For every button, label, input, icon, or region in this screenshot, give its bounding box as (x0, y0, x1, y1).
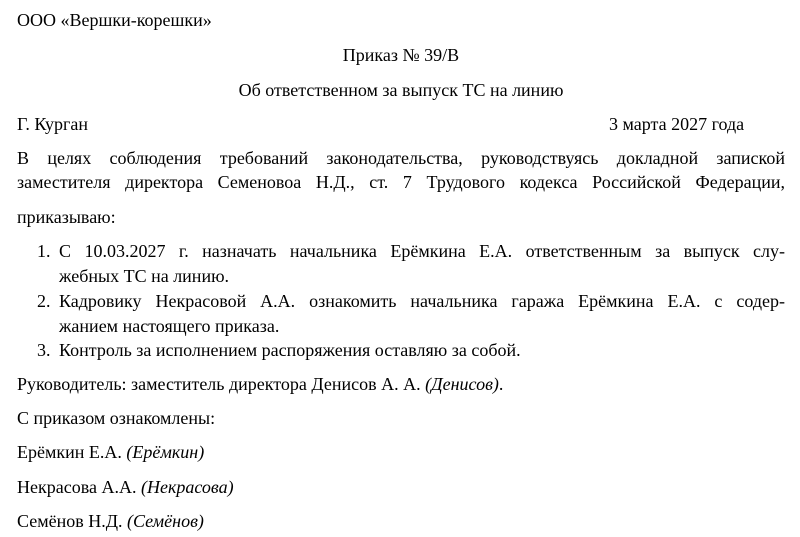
acquainted-signature: (Ерёмкин) (126, 442, 205, 462)
acquainted-name: Некрасова А.А. (17, 477, 137, 497)
order-date: 3 марта 2027 года (609, 114, 745, 134)
head-signature-line (17, 373, 503, 395)
item-text-line-1: Кадровику Некрасовой А.А. ознакомить начальника гаража Ерёмкина Е.А. с содер- (59, 291, 785, 311)
item-text-line-1: Контроль за исполнением распоряжения оставляю за собой. (59, 340, 521, 360)
item-number: 3. (37, 340, 51, 360)
acquainted-row (17, 510, 204, 532)
acquainted-signature: (Некрасова) (140, 477, 234, 497)
head-trail: . (498, 374, 504, 394)
preamble-line-1: В целях соблюдения требований законодательства, руководствуясь докладной запиской (17, 148, 785, 168)
item-text-line-2: жебных ТС на линию. (59, 266, 230, 286)
order-number: Приказ № 39/В (342, 45, 460, 65)
acquainted-label: С приказом ознакомлены: (17, 408, 216, 428)
item-text-line-1: С 10.03.2027 г. назначать начальника Ерёмкина Е.А. ответственным за выпуск слу- (59, 241, 785, 261)
acquainted-signature: (Семёнов) (127, 511, 204, 531)
acquainted-row (17, 476, 234, 498)
preamble-line-2: заместителя директора Семеновоа Н.Д., ст. 7 Трудового кодекса Российской Федерации, (17, 172, 785, 192)
order-subject: Об ответственном за выпуск ТС на линию (238, 80, 564, 100)
head-label: Руководитель: заместитель директора Денисов А. А. (17, 374, 421, 394)
company-name: ООО «Вершки-корешки» (17, 10, 212, 30)
city: Г. Курган (17, 114, 89, 134)
item-text-line-2: жанием настоящего приказа. (59, 316, 280, 336)
head-signature: (Денисов) (425, 374, 499, 394)
order-word: приказываю: (17, 207, 116, 227)
acquainted-row (17, 441, 204, 463)
acquainted-name: Ерёмкин Е.А. (17, 442, 122, 462)
item-number: 2. (37, 291, 51, 311)
acquainted-name: Семёнов Н.Д. (17, 511, 123, 531)
item-number: 1. (37, 241, 51, 261)
